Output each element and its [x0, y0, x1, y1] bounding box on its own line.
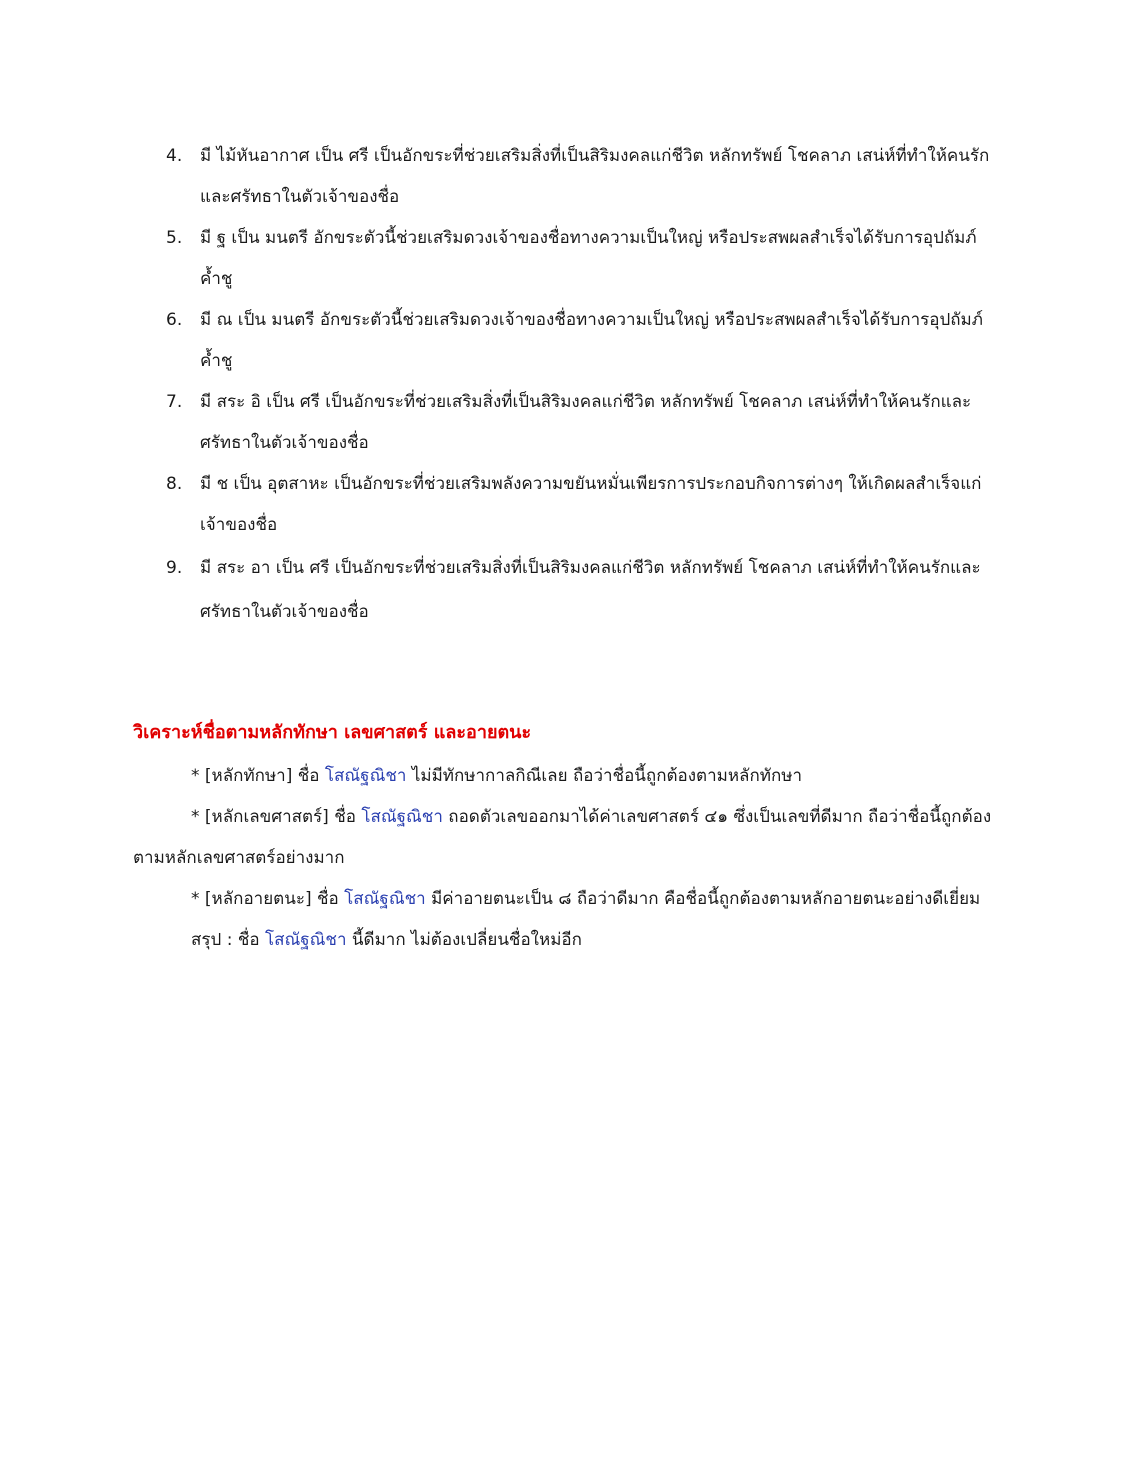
numerology-label: * [หลักเลขศาสตร์] ชื่อ [191, 807, 362, 827]
name-highlight: โสณัฐณิชา [324, 766, 407, 786]
summary-paragraph [133, 920, 995, 961]
analysis-section [133, 756, 995, 961]
list-item [166, 300, 996, 382]
list-number: 4. [166, 146, 183, 166]
ayatana-paragraph [133, 879, 995, 920]
list-text: มี สระ อา เป็น ศรี เป็นอักขระที่ช่วยเสริมสิ่งที่เป็นสิริมงคลแก่ชีวิต หลักทรัพย์ โชคลาภ เสน่ห์ที่ทำให้คนรักและศรัทธาในตัวเจ้าของชื่อ [200, 558, 981, 622]
taksa-text: ไม่มีทักษากาลกิณีเลย ถือว่าชื่อนี้ถูกต้องตามหลักทักษา [406, 766, 803, 786]
list-number: 9. [166, 558, 183, 578]
summary-label: สรุป : ชื่อ [191, 930, 265, 950]
taksa-label: * [หลักทักษา] ชื่อ [191, 766, 325, 786]
analysis-heading: วิเคราะห์ชื่อตามหลักทักษา เลขศาสตร์ และอายตนะ [133, 722, 532, 743]
ayatana-label: * [หลักอายตนะ] ชื่อ [191, 889, 345, 909]
numerology-text: ถอดตัวเลขออกมาได้ค่าเลขศาสตร์ ๔๑ ซึ่งเป็นเลขที่ดีมาก ถือว่าชื่อนี้ถูกต้องตามหลักเลขศาสตร์อย่างมาก [133, 807, 992, 868]
list-number: 7. [166, 392, 183, 412]
list-text: มี ฐ เป็น มนตรี อักขระตัวนี้ช่วยเสริมดวงเจ้าของชื่อทางความเป็นใหญ่ หรือประสพผลสำเร็จได้รับการอุปถัมภ์ค้ำชู [200, 228, 977, 289]
ayatana-text: มีค่าอายตนะเป็น ๘ ถือว่าดีมาก คือชื่อนี้ถูกต้องตามหลักอายตนะอย่างดีเยี่ยม [425, 889, 981, 909]
list-text: มี ไม้หันอากาศ เป็น ศรี เป็นอักขระที่ช่วยเสริมสิ่งที่เป็นสิริมงคลแก่ชีวิต หลักทรัพย์ โชคลาภ เสน่ห์ที่ทำให้คนรักและศรัทธาในตัวเจ้าของชื่อ [200, 146, 990, 207]
list-item [166, 136, 996, 218]
list-text: มี ช เป็น อุตสาหะ เป็นอักขระที่ช่วยเสริมพลังความขยันหมั่นเพียรการประกอบกิจการต่างๆ ให้เกิดผลสำเร็จแก่เจ้าของชื่อ [200, 474, 982, 535]
name-highlight: โสณัฐณิชา [361, 807, 443, 827]
list-number: 8. [166, 474, 183, 494]
list-text: มี ณ เป็น มนตรี อักขระตัวนี้ช่วยเสริมดวงเจ้าของชื่อทางความเป็นใหญ่ หรือประสพผลสำเร็จได้รับการอุปถัมภ์ค้ำชู [200, 310, 983, 371]
list-item [166, 382, 996, 464]
list-item [166, 218, 996, 300]
list-number: 5. [166, 228, 183, 248]
name-highlight: โสณัฐณิชา [344, 889, 426, 909]
taksa-paragraph [133, 756, 995, 797]
name-highlight: โสณัฐณิชา [265, 930, 347, 950]
list-number: 6. [166, 310, 183, 330]
list-item [166, 464, 996, 546]
list-text: มี สระ อิ เป็น ศรี เป็นอักขระที่ช่วยเสริมสิ่งที่เป็นสิริมงคลแก่ชีวิต หลักทรัพย์ โชคลาภ เสน่ห์ที่ทำให้คนรักและศรัทธาในตัวเจ้าของชื่อ [200, 392, 972, 453]
letter-meaning-list [166, 136, 996, 634]
summary-text: นี้ดีมาก ไม่ต้องเปลี่ยนชื่อใหม่อีก [346, 930, 582, 950]
list-item [166, 546, 996, 634]
numerology-paragraph [133, 797, 995, 879]
